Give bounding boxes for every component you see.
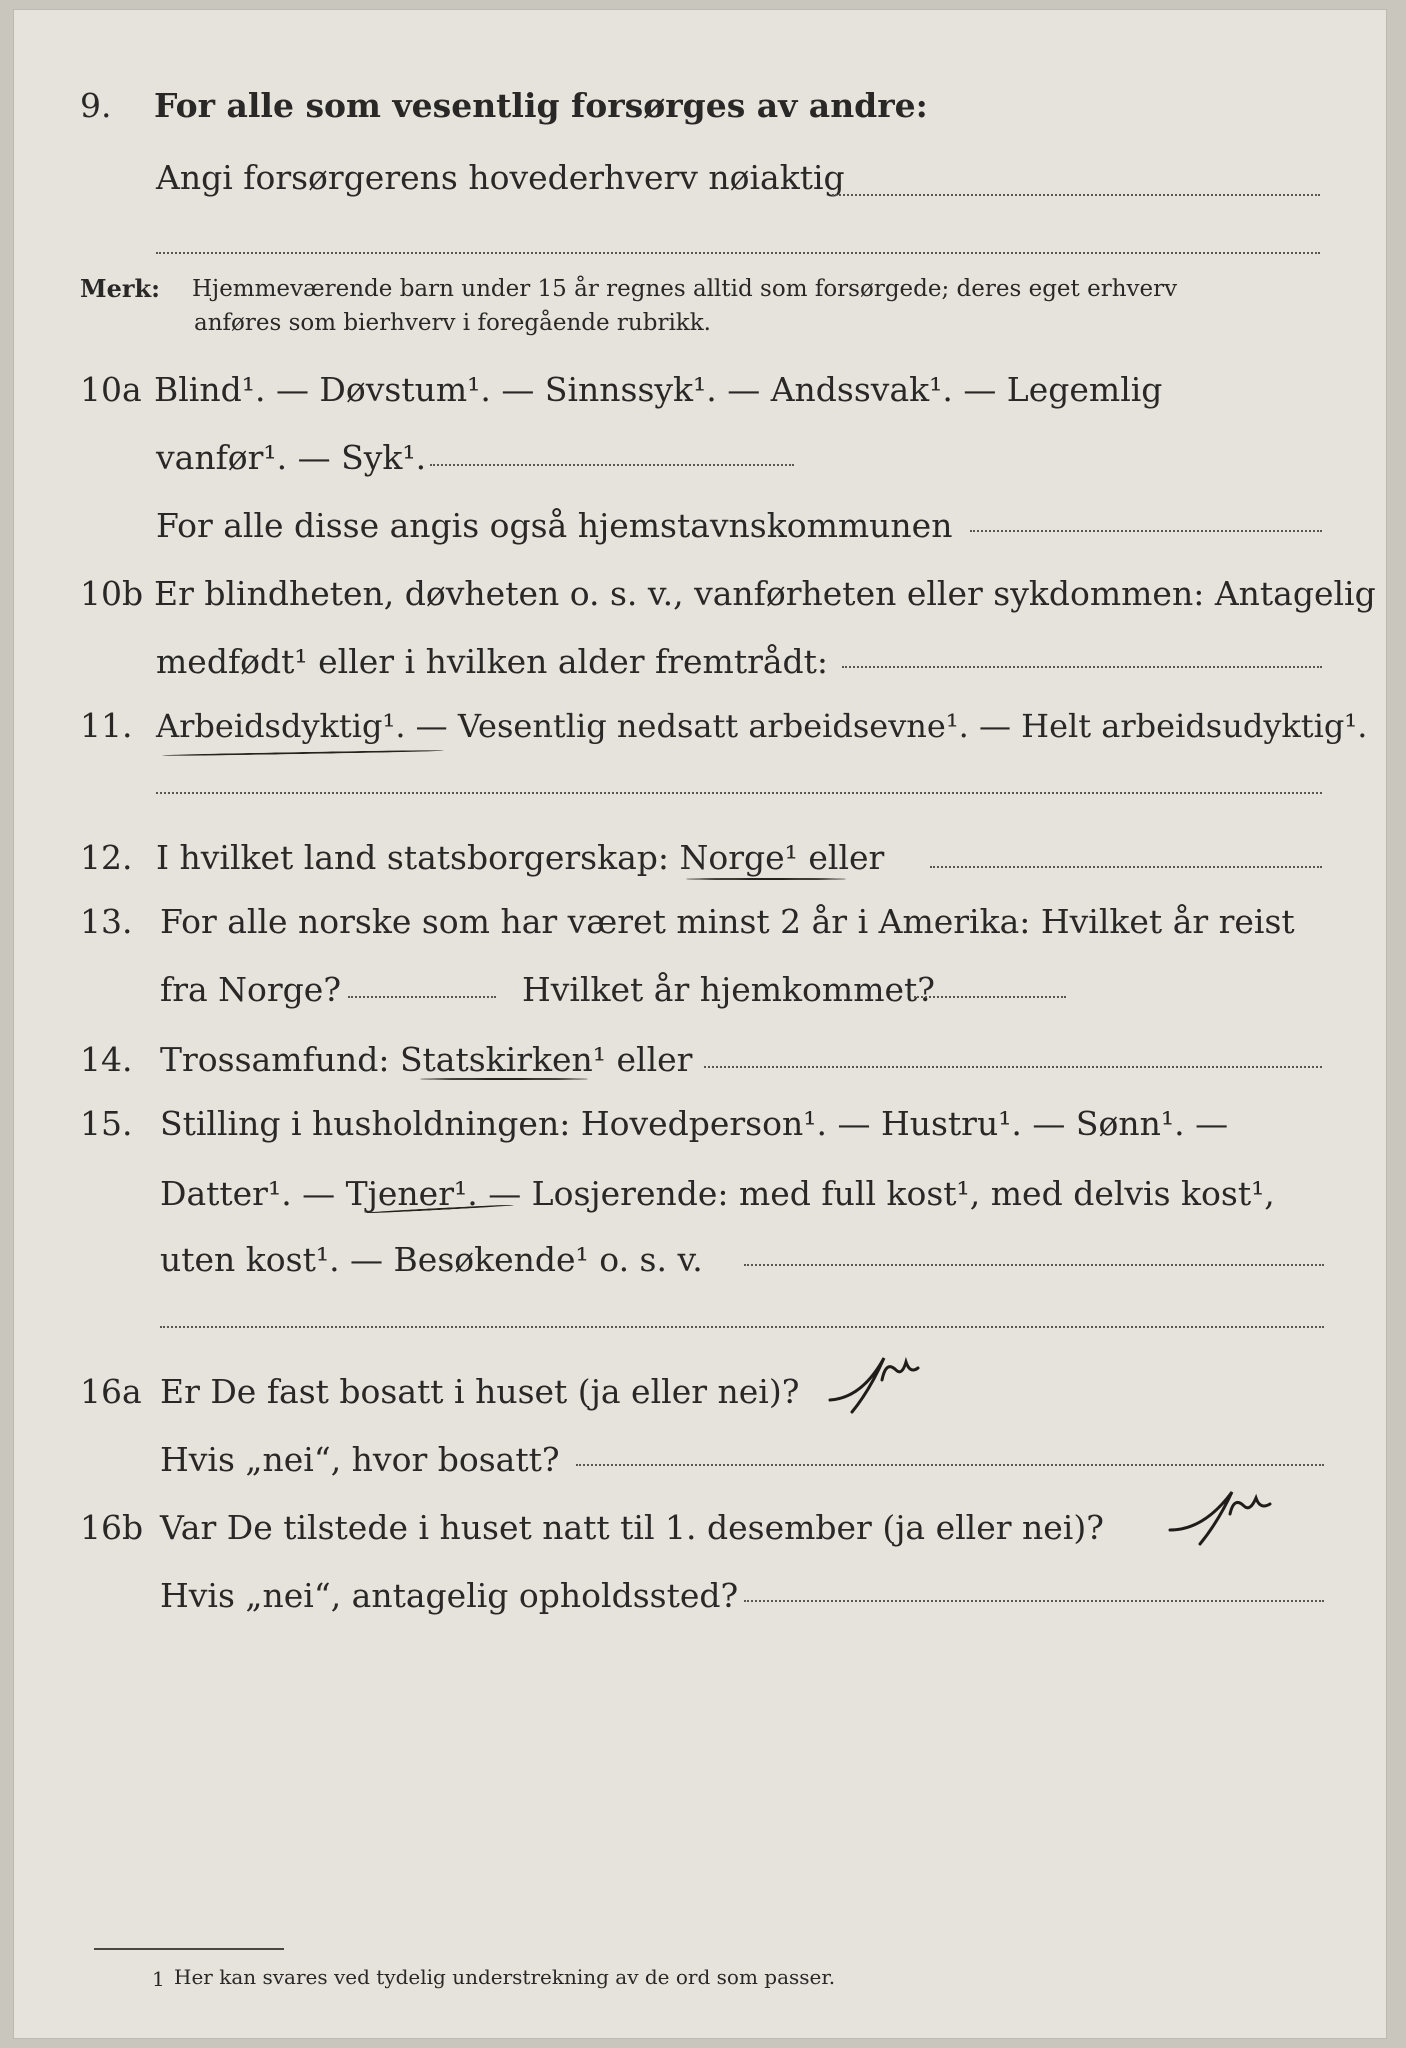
q13-reist-line (348, 996, 496, 998)
merk-label: Merk: (80, 274, 160, 303)
q15-line3: uten kost¹. — Besøkende¹ o. s. v. (160, 1240, 703, 1279)
q16a-line1: Er De fast bosatt i huset (ja eller nei)? (160, 1372, 800, 1411)
merk-line1: Hjemmeværende barn under 15 år regnes alltid som forsørgede; deres eget erhverv (192, 276, 1178, 302)
merk-line2: anføres som bierhverv i foregående rubrikk. (194, 310, 711, 336)
q15-line2: Datter¹. — Tjener¹. — Losjerende: med full kost¹, med delvis kost¹, (160, 1174, 1275, 1213)
census-form-page (14, 10, 1386, 2038)
q12-underline-norge (686, 878, 846, 880)
q10b-number: 10b (80, 574, 144, 613)
q9-line2: Angi forsørgerens hovederhverv nøiaktig (156, 158, 845, 197)
q14-underline-statskirken (420, 1078, 588, 1080)
footnote-text: Her kan svares ved tydelig understrekning av de ord som passer. (174, 1965, 836, 1989)
q14-line1: Trossamfund: Statskirken¹ eller (160, 1040, 693, 1079)
q15-line1: Stilling i husholdningen: Hovedperson¹. — Hustru¹. — Sønn¹. — (160, 1104, 1229, 1143)
q16b-number: 16b (80, 1508, 144, 1547)
q13-line1: For alle norske som har været minst 2 år i Amerika: Hvilket år reist (160, 902, 1295, 941)
q14-answer-line (704, 1066, 1322, 1068)
q11-underline-arbeidsdyktig (162, 750, 444, 757)
q11-answer-line (156, 792, 1322, 794)
q13-hjemkommet-line (914, 996, 1066, 998)
footnote-marker: 1 (152, 1967, 165, 1991)
q11-line1: Arbeidsdyktig¹. — Vesentlig nedsatt arbeidsevne¹. — Helt arbeidsudyktig¹. (156, 707, 1368, 745)
q11-number: 11. (80, 706, 133, 745)
q10a-number: 10a (80, 370, 142, 409)
q13-number: 13. (80, 902, 133, 941)
q9-answer-line (832, 194, 1320, 196)
q9-answer-line-2 (156, 252, 1320, 254)
q10b-line2: medfødt¹ eller i hvilken alder fremtrådt: (156, 642, 829, 681)
footnote-rule (94, 1948, 284, 1950)
q10a-line2: vanfør¹. — Syk¹. (156, 438, 427, 477)
q13-line2-a: fra Norge? (160, 970, 342, 1009)
q14-number: 14. (80, 1040, 133, 1079)
q16b-line2: Hvis „nei“, antagelig opholdssted? (160, 1576, 739, 1615)
q16a-number: 16a (80, 1372, 142, 1411)
q12-number: 12. (80, 838, 133, 877)
q12-line1: I hvilket land statsborgerskap: Norge¹ eller (156, 838, 885, 877)
q15-answer-line (744, 1264, 1324, 1266)
q16a-handwritten-answer-icon (822, 1340, 952, 1420)
q10b-line1: Er blindheten, døvheten o. s. v., vanførheten eller sykdommen: Antagelig (154, 574, 1376, 613)
q15-answer-line-2 (160, 1326, 1324, 1328)
q16b-answer-line (744, 1600, 1324, 1602)
q9-number: 9. (80, 86, 112, 125)
q10a-line1: Blind¹. — Døvstum¹. — Sinnssyk¹. — Andssvak¹. — Legemlig (154, 370, 1163, 409)
q15-number: 15. (80, 1104, 133, 1143)
q16a-answer-line (576, 1464, 1324, 1466)
q16b-line1: Var De tilstede i huset natt til 1. desember (ja eller nei)? (160, 1508, 1104, 1547)
q13-line2-b: Hvilket år hjemkommet? (522, 970, 935, 1009)
q10b-answer-line (842, 666, 1322, 668)
q10a-home-line (970, 530, 1322, 532)
q10a-line3: For alle disse angis også hjemstavnskommunen (156, 506, 953, 545)
q12-answer-line (930, 866, 1322, 868)
q16b-handwritten-answer-icon (1164, 1482, 1304, 1552)
q10a-answer-line (430, 464, 794, 466)
q9-line1: For alle som vesentlig forsørges av andre: (154, 86, 928, 125)
q16a-line2: Hvis „nei“, hvor bosatt? (160, 1440, 560, 1479)
